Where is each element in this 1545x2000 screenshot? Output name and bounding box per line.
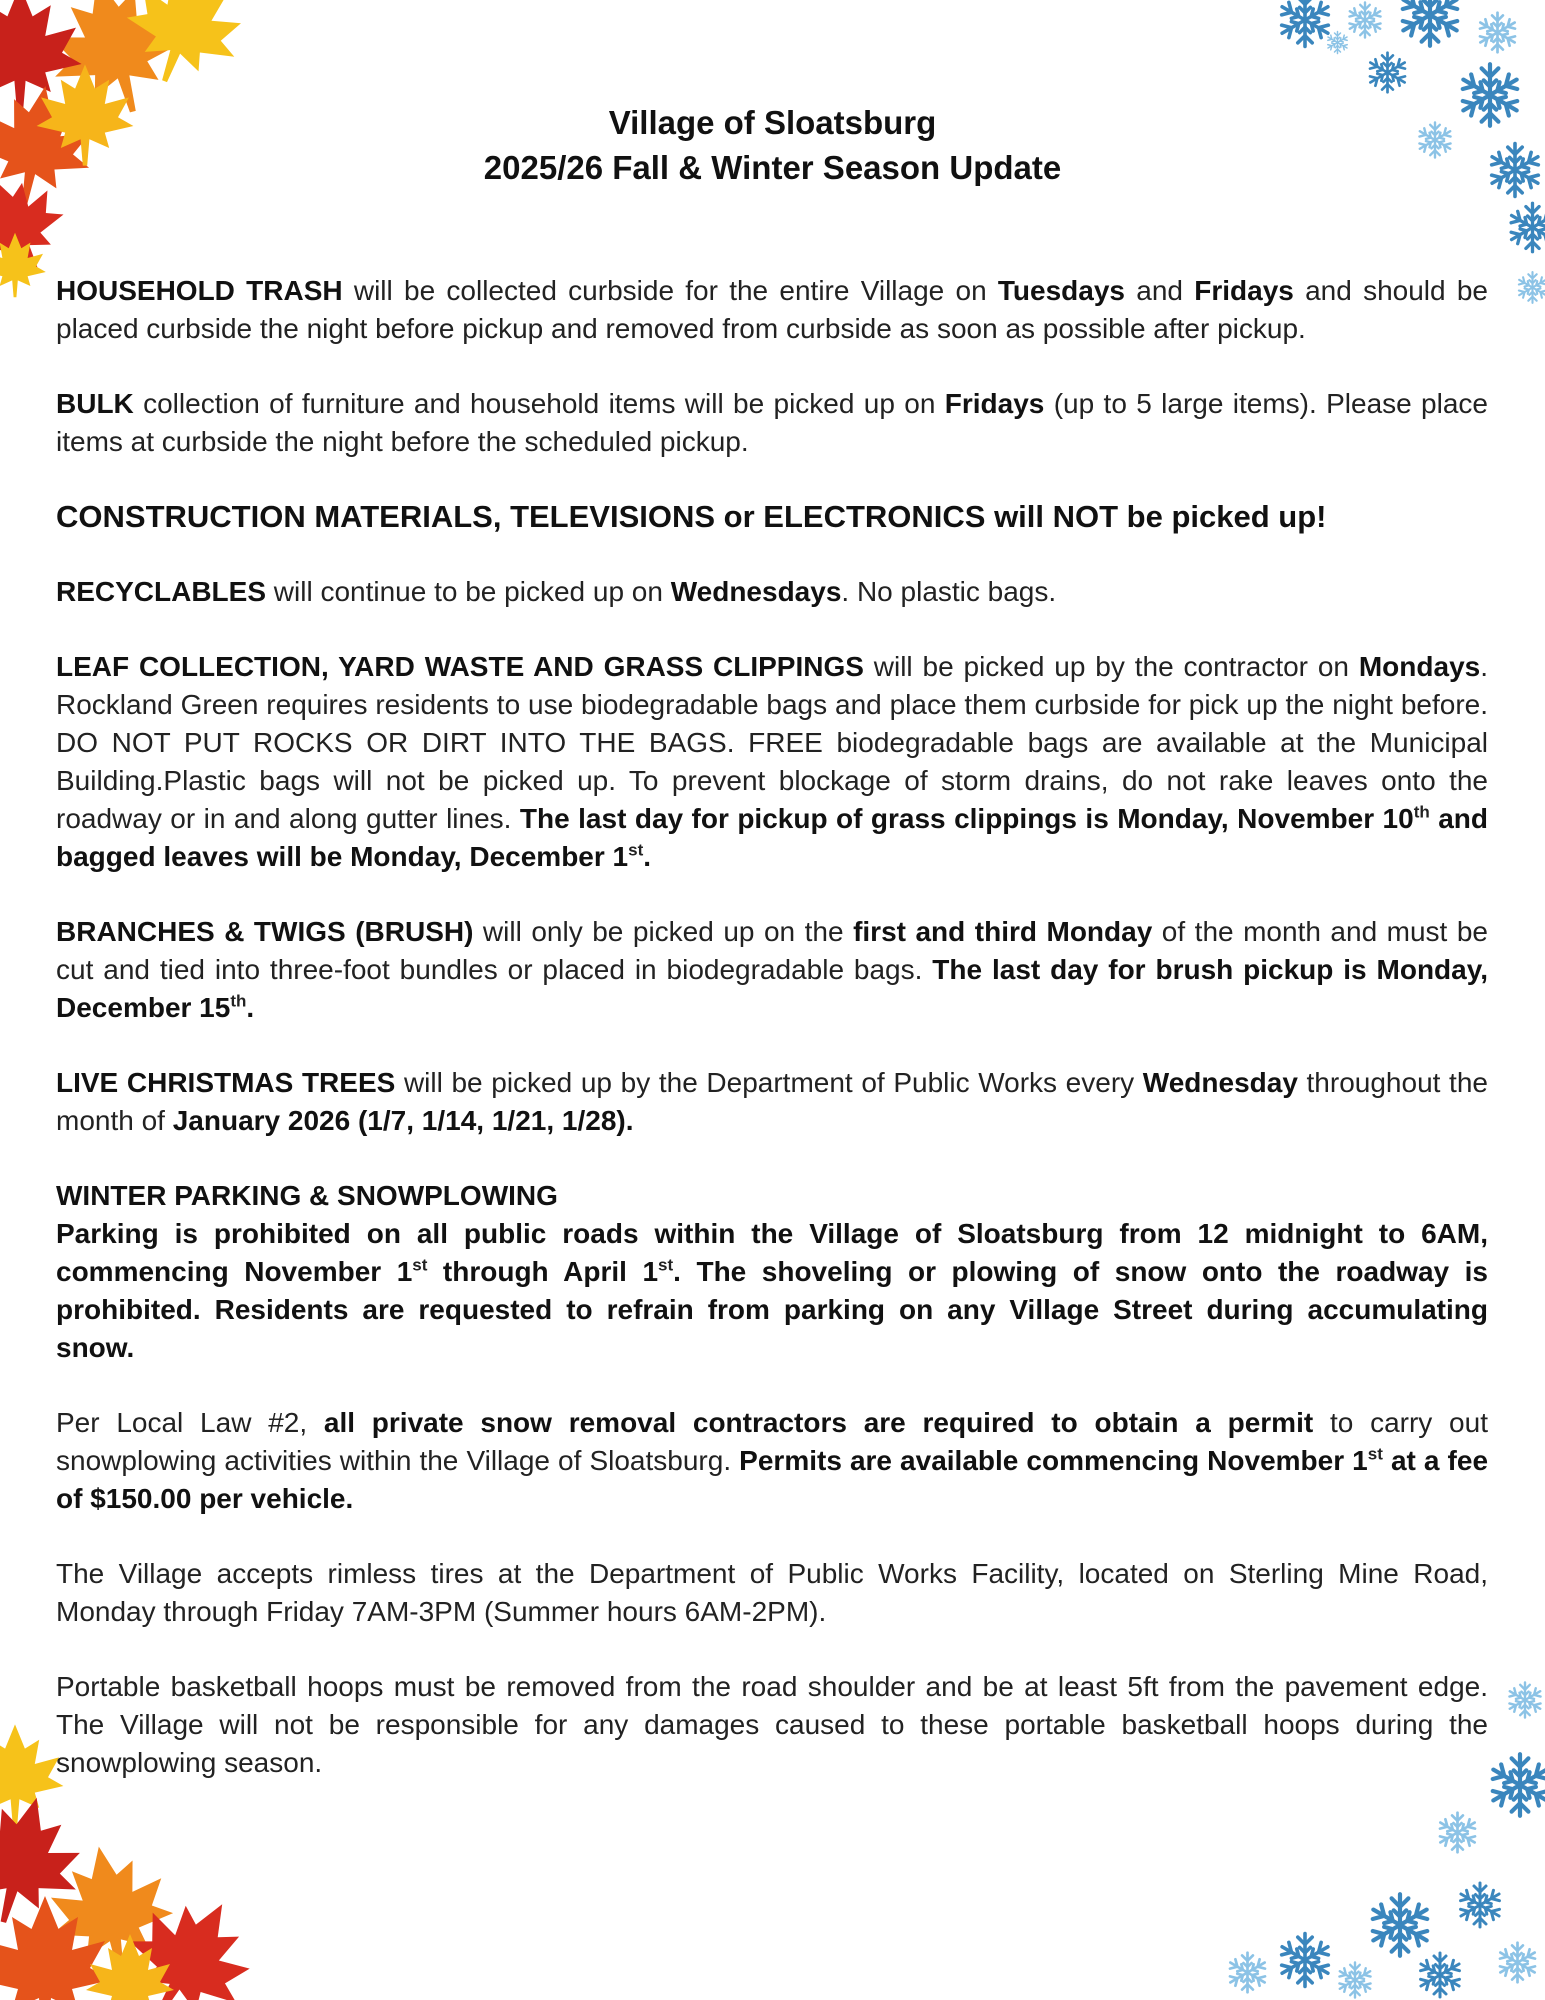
- leaf-sup-1: th: [1413, 802, 1430, 822]
- leaf-deadline-1: The last day for pickup of grass clippings is Monday, November 10: [519, 803, 1414, 834]
- leaf-paragraph: [56, 648, 1488, 876]
- permit-fee: at a fee of $150.00 per vehicle.: [56, 1445, 1489, 1514]
- tires-paragraph: The Village accepts rimless tires at the Department of Public Works Facility, located on Sterling Mine Road, Monday through Friday 7AM-3PM (Summer hours 6AM-2PM).: [56, 1558, 1488, 1627]
- trees-label: LIVE CHRISTMAS TREES: [56, 1067, 396, 1098]
- trees-text-1: will be picked up by the Department of Public Works every: [395, 1067, 1143, 1098]
- recyclables-paragraph: [56, 573, 1488, 611]
- branches-paragraph: [56, 913, 1488, 1027]
- hoops-paragraph: Portable basketball hoops must be removed from the road shoulder and be at least 5ft from the pavement edge. The Village will not be responsible for any damages caused to these portable basketball hoops during the snowplowing season.: [56, 1671, 1488, 1778]
- leaf-label: LEAF COLLECTION, YARD WASTE AND GRASS CLIPPINGS: [56, 651, 864, 682]
- trash-text-3: and should be placed curbside the night before pickup and removed from curbside as soon as possible after pickup.: [56, 275, 1488, 344]
- page-title: [0, 100, 1545, 190]
- parking-text-2: through April 1: [427, 1256, 659, 1287]
- permit-text-1: Per Local Law #2,: [56, 1407, 324, 1438]
- branches-schedule: first and third Monday: [853, 916, 1153, 947]
- permit-sup: st: [1367, 1444, 1383, 1464]
- title-line-1: Village of Sloatsburg: [608, 104, 937, 141]
- branches-text-2: of the month and must be cut and tied into three-foot bundles or placed in biodegradable bags.: [56, 916, 1488, 985]
- notice-body: [56, 272, 1488, 1819]
- trash-label: HOUSEHOLD TRASH: [56, 275, 343, 306]
- trash-day-2: Fridays: [1194, 275, 1294, 306]
- parking-heading: WINTER PARKING & SNOWPLOWING: [56, 1180, 558, 1211]
- bulk-text-2: (up to 5 large items). Please place items at curbside the night before the scheduled pickup.: [56, 388, 1488, 457]
- branches-deadline: The last day for brush pickup is Monday, December 15: [56, 954, 1488, 1023]
- permit-requirement: all private snow removal contractors are required to obtain a permit: [323, 1407, 1314, 1438]
- recyclables-text-2: . No plastic bags.: [841, 576, 1057, 607]
- trees-dates: January 2026 (1/7, 1/14, 1/21, 1/28).: [172, 1105, 634, 1136]
- parking-text-3: . The shoveling or plowing of snow onto the roadway is prohibited. Residents are requested to refrain from parking on any Village Street during accumulating snow.: [56, 1256, 1488, 1363]
- permit-availability: Permits are available commencing November 1: [739, 1445, 1368, 1476]
- title-line-2: 2025/26 Fall & Winter Season Update: [483, 149, 1062, 186]
- trees-day: Wednesday: [1142, 1067, 1298, 1098]
- trash-text-2: and: [1125, 275, 1195, 306]
- bulk-text-1: collection of furniture and household items will be picked up on: [133, 388, 945, 419]
- permit-text-2: to carry out snowplowing activities within the Village of Sloatsburg.: [56, 1407, 1488, 1476]
- leaf-text-1: will be picked up by the contractor on: [863, 651, 1359, 682]
- leaf-sup-2: st: [628, 840, 644, 860]
- bulk-label: BULK: [56, 388, 134, 419]
- branches-label: BRANCHES & TWIGS (BRUSH): [56, 916, 474, 947]
- trees-text-2: throughout the month of: [56, 1067, 1488, 1136]
- recyclables-text-1: will continue to be picked up on: [266, 576, 671, 607]
- recyclables-day: Wednesdays: [670, 576, 842, 607]
- construction-notice: CONSTRUCTION MATERIALS, TELEVISIONS or ELECTRONICS will NOT be picked up!: [56, 499, 1327, 534]
- trash-text-1: will be collected curbside for the entire Village on: [342, 275, 998, 306]
- parking-paragraph: [56, 1177, 1488, 1367]
- recyclables-label: RECYCLABLES: [56, 576, 267, 607]
- parking-sup-1: st: [412, 1255, 428, 1275]
- parking-sup-2: st: [658, 1255, 674, 1275]
- branches-sup: th: [230, 991, 247, 1011]
- parking-text-1: Parking is prohibited on all public roads within the Village of Sloatsburg from 12 midnight to 6AM, commencing November 1: [56, 1218, 1488, 1287]
- leaf-deadline-3: .: [643, 841, 652, 872]
- branches-text-1: will only be picked up on the: [473, 916, 854, 947]
- leaf-text-2: . Rockland Green requires residents to use biodegradable bags and place them curbside for pick up the night before. DO NOT PUT ROCKS OR DIRT INTO THE BAGS. FREE biodegradable bags are available at the Municipal Building.Plastic bags will not be picked up. To prevent blockage of storm drains, do not rake leaves onto the roadway or in and along gutter lines.: [56, 651, 1488, 834]
- permit-paragraph: [56, 1404, 1488, 1518]
- trash-day-1: Tuesdays: [997, 275, 1125, 306]
- trees-paragraph: [56, 1064, 1488, 1140]
- trash-paragraph: [56, 272, 1488, 348]
- bulk-day: Fridays: [944, 388, 1045, 419]
- leaf-deadline-2: and bagged leaves will be Monday, December 1: [56, 803, 1489, 872]
- branches-deadline-end: .: [246, 992, 255, 1023]
- bulk-paragraph: [56, 385, 1488, 461]
- leaf-day: Mondays: [1358, 651, 1481, 682]
